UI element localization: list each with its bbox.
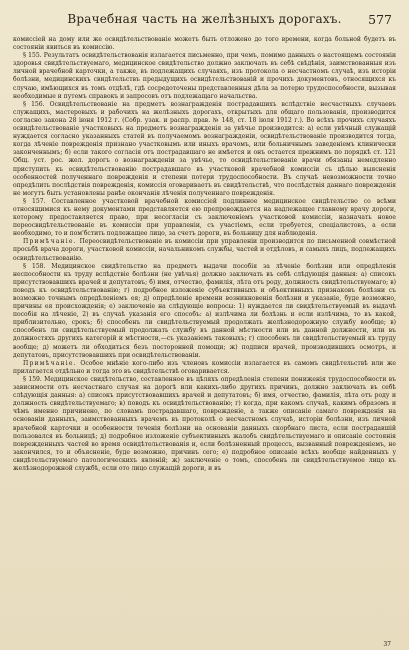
note-1-text: Переосвидѣтельствованiе въ комиссiи при управленiи производится по письменной совмѣстной просьбѣ врача дороги, участковой комиссiи, начальникомъ службы, частей и отдѣловъ, и самыхъ лицъ, подлежащихъ освидѣтельствованiю.	[13, 238, 396, 262]
note-2	[13, 360, 396, 376]
note-1-label: Примѣчанiе.	[23, 238, 77, 246]
paragraph-155: § 155. Результатъ освидѣтельствованiя излагается письменно, при чемъ, помимо данныхъ о настоящемъ состоянiи здоровья свидѣтельствуемаго, медицинское свидѣтельство должно заключать въ себѣ свѣдѣнiя, заимствованныя изъ личной врачебной карточки, а также, въ подлежащихъ случаяхъ, изъ протокола о несчастномъ случаѣ, изъ исторiи болѣзни, медицинскихъ свидѣтельствъ предыдущихъ освидѣтельствованiй и прочихъ документовъ, относящихся къ случаю, имѣющихся въ томъ отдѣлѣ, гдѣ сосредоточены представленныя дѣла за потерю трудоспособности, вызывая необходимые и путемъ справокъ и запросовъ отъ подлежащаго начальства.	[13, 52, 396, 100]
note-2-label: Примѣчанiе.	[23, 359, 77, 367]
note-2-text: Особое мнѣнiе кого-либо изъ членовъ комиссiи излагается въ самомъ свидѣтельствѣ или же прилагается отдѣльно и тогда это въ свидѣтельствѣ оговаривается.	[13, 359, 396, 375]
note-1	[13, 238, 396, 262]
paragraph-158: § 158. Медицинское свидѣтельство на предметъ выдачи пособiя за лѣченiе болѣзни или опредѣленiя неспособности къ труду вслѣдствiе болѣзни (не увѣчья) должно заключать въ себѣ слѣдующiя данныя: а) списокъ присутствовавшихъ врачей и депутатовъ; б) имя, отчество, фамилiя, лѣта отъ роду, должность свидѣтельствуемаго; в) поводъ къ освидѣтельствованiю; г) подробное изложенiе субъективныхъ и объективныхъ признаковъ болѣзни съ возможно точнымъ опредѣленiемъ ея; д) опредѣленiе времени возникновенiя болѣзни и указанiе, буде возможно, причины ея происхожденiя; е) заключенiе на слѣдующiе вопросы: 1) нуждается ли свидѣтельствуемый въ выдачѣ пособiя на лѣченiе, 2) въ случаѣ указанiя его способъ: а) излѣчима ли болѣзнь и если излѣчима, то въ какой, приблизительно, срокъ; б) способенъ ли свидѣтельствуемый продолжать желѣзнодорожную службу вообще; в) способенъ ли свидѣтельствуемый продолжать службу въ данной мѣстности или въ данной должности, или въ должностяхъ другихъ категорiй и мѣстности,—съ указанiемъ таковыхъ; г) способенъ ли свидѣтельствуемый къ труду вообще; д) можетъ ли обходиться безъ посторонней помощи; ж) подписи врачей, производившихъ осмотръ, и депутатовъ, присутствовавшихъ при освидѣтельствованiи.	[13, 262, 396, 359]
paragraph-159: § 159. Медицинское свидѣтельство, составленное въ цѣляхъ опредѣленiя степени пониженiя трудоспособности въ зависимости отъ несчастнаго случая на дорогѣ или какихъ-либо другихъ причинъ, должно заключать въ себѣ слѣдующiя данныя: а) списокъ присутствовавшихъ врачей и депутатовъ; б) имя, отчество, фамилiя, лѣта отъ роду и должность свидѣтельствуемаго; в) поводъ къ освидѣтельствованiю; г) когда, при какомъ случаѣ, какимъ образомъ и чѣмъ именно причинено, по словамъ пострадавшаго, поврежденiе, а также описанiе самаго поврежденiя на основанiи данныхъ, заимствованныхъ врачемъ въ протоколѣ о несчастномъ случаѣ, исторiи болѣзни, изъ личной врачебной карточки и особенности теченiя болѣзни на основанiи данныхъ скорбнаго листа, если пострадавшiй пользовался въ больницѣ; д) подробное изложенiе субъективныхъ жалобъ свидѣтельствуемаго и описанiе состоянiя поврежденныхъ частей во время освидѣтельствованiя и, если болѣзненный процессъ, вызванный поврежденiемъ, не закончился, то и объясненiе, буде возможно, причинъ сего; е) подробное описанiе всѣхъ вообще найденныхъ у свидѣтельствуемаго патологическихъ явленiй; ж) заключенiе о томъ, способенъ ли свидѣтельствуемое лицо къ желѣзнодорожной службѣ, если ото лицо служащiй дороги, и въ	[13, 375, 396, 472]
paragraph-157: § 157. Составленное участковой врачебной комиссiей подлинное медицинское свидѣтельство со всѣми относящимися къ нему документами представляется ею препровождается на надлежащее главному врачу дороги, которому предоставляется право, при несогласiи съ заключенiемъ участковой комиссiи, назначать новое переосвидѣтельствованiе въ комиссiи при управленiи, съ участiемъ, если требуется, спецiалистовъ, а если необходимо, то и пом'бстить подлежащее лицо, за счетъ дороги, въ больницу для наблюденiя.	[13, 197, 396, 238]
page-number: 577	[368, 12, 392, 27]
signature-mark: 37	[383, 641, 391, 648]
page-header	[13, 12, 396, 32]
running-title: Врачебная часть на желѣзныхъ дорогахъ.	[67, 12, 342, 26]
paragraph-continued: комиссiей на дому или же освидѣтельствованiе можетъ быть отложено до того времени, когда больной будетъ въ состоянiи явиться въ комиссiю.	[13, 36, 396, 52]
paragraph-156: § 156. Освидѣтельствованiе на предметъ вознагражденiя пострадавшихъ вслѣдствiе несчастныхъ случаевъ служащихъ, мастеровыхъ и рабочихъ на желѣзныхъ дорогахъ, открытыхъ для общаго пользованiя, производится согласно закона 28 iюня 1912 г. (Собр. узак. и распр. прав. № 148, ст. 18 iюля 1912 г.). Во всѣхъ прочихъ случаяхъ освидѣтельствованiе участковыхъ на предметъ вознагражденiя за увѣчье производится: а) если увѣчный служащiй нуждается согласно указанныхъ статей въ получаемомъ вознагражденiи, освидѣтельствованiе производится тогда, когда лѣченiе поврежденiя признано участковымъ или иныхъ врачомъ, или больничнымъ заведенiемъ клинически законченнымъ; б) если такого согласiя отъ пострадавшаго не имѣется и онъ остается прежнимъ по порядкѣ ст. 121 Общ. уст. рос. жел. дорогъ о вознагражденiи за увѣчье, то освидѣтельствованiе врачи обязаны немедленно приступить къ освидѣтельствованiю пострадавшаго въ участковой врачебной комиссiи съ цѣлью выясненiя особенностей полученнаго поврежденiя и степени потери трудоспособности. Въ случаѣ невозможности точно опредѣлить послѣдствiя поврежденiя, комиссiя оговариваетъ въ свидѣтельствѣ, что послѣдствiя даннаго поврежденiя не могутъ быть установлены ранѣе окончанiя лѣченiя полученнаго поврежденiя.	[13, 100, 396, 197]
body-text	[13, 36, 396, 473]
